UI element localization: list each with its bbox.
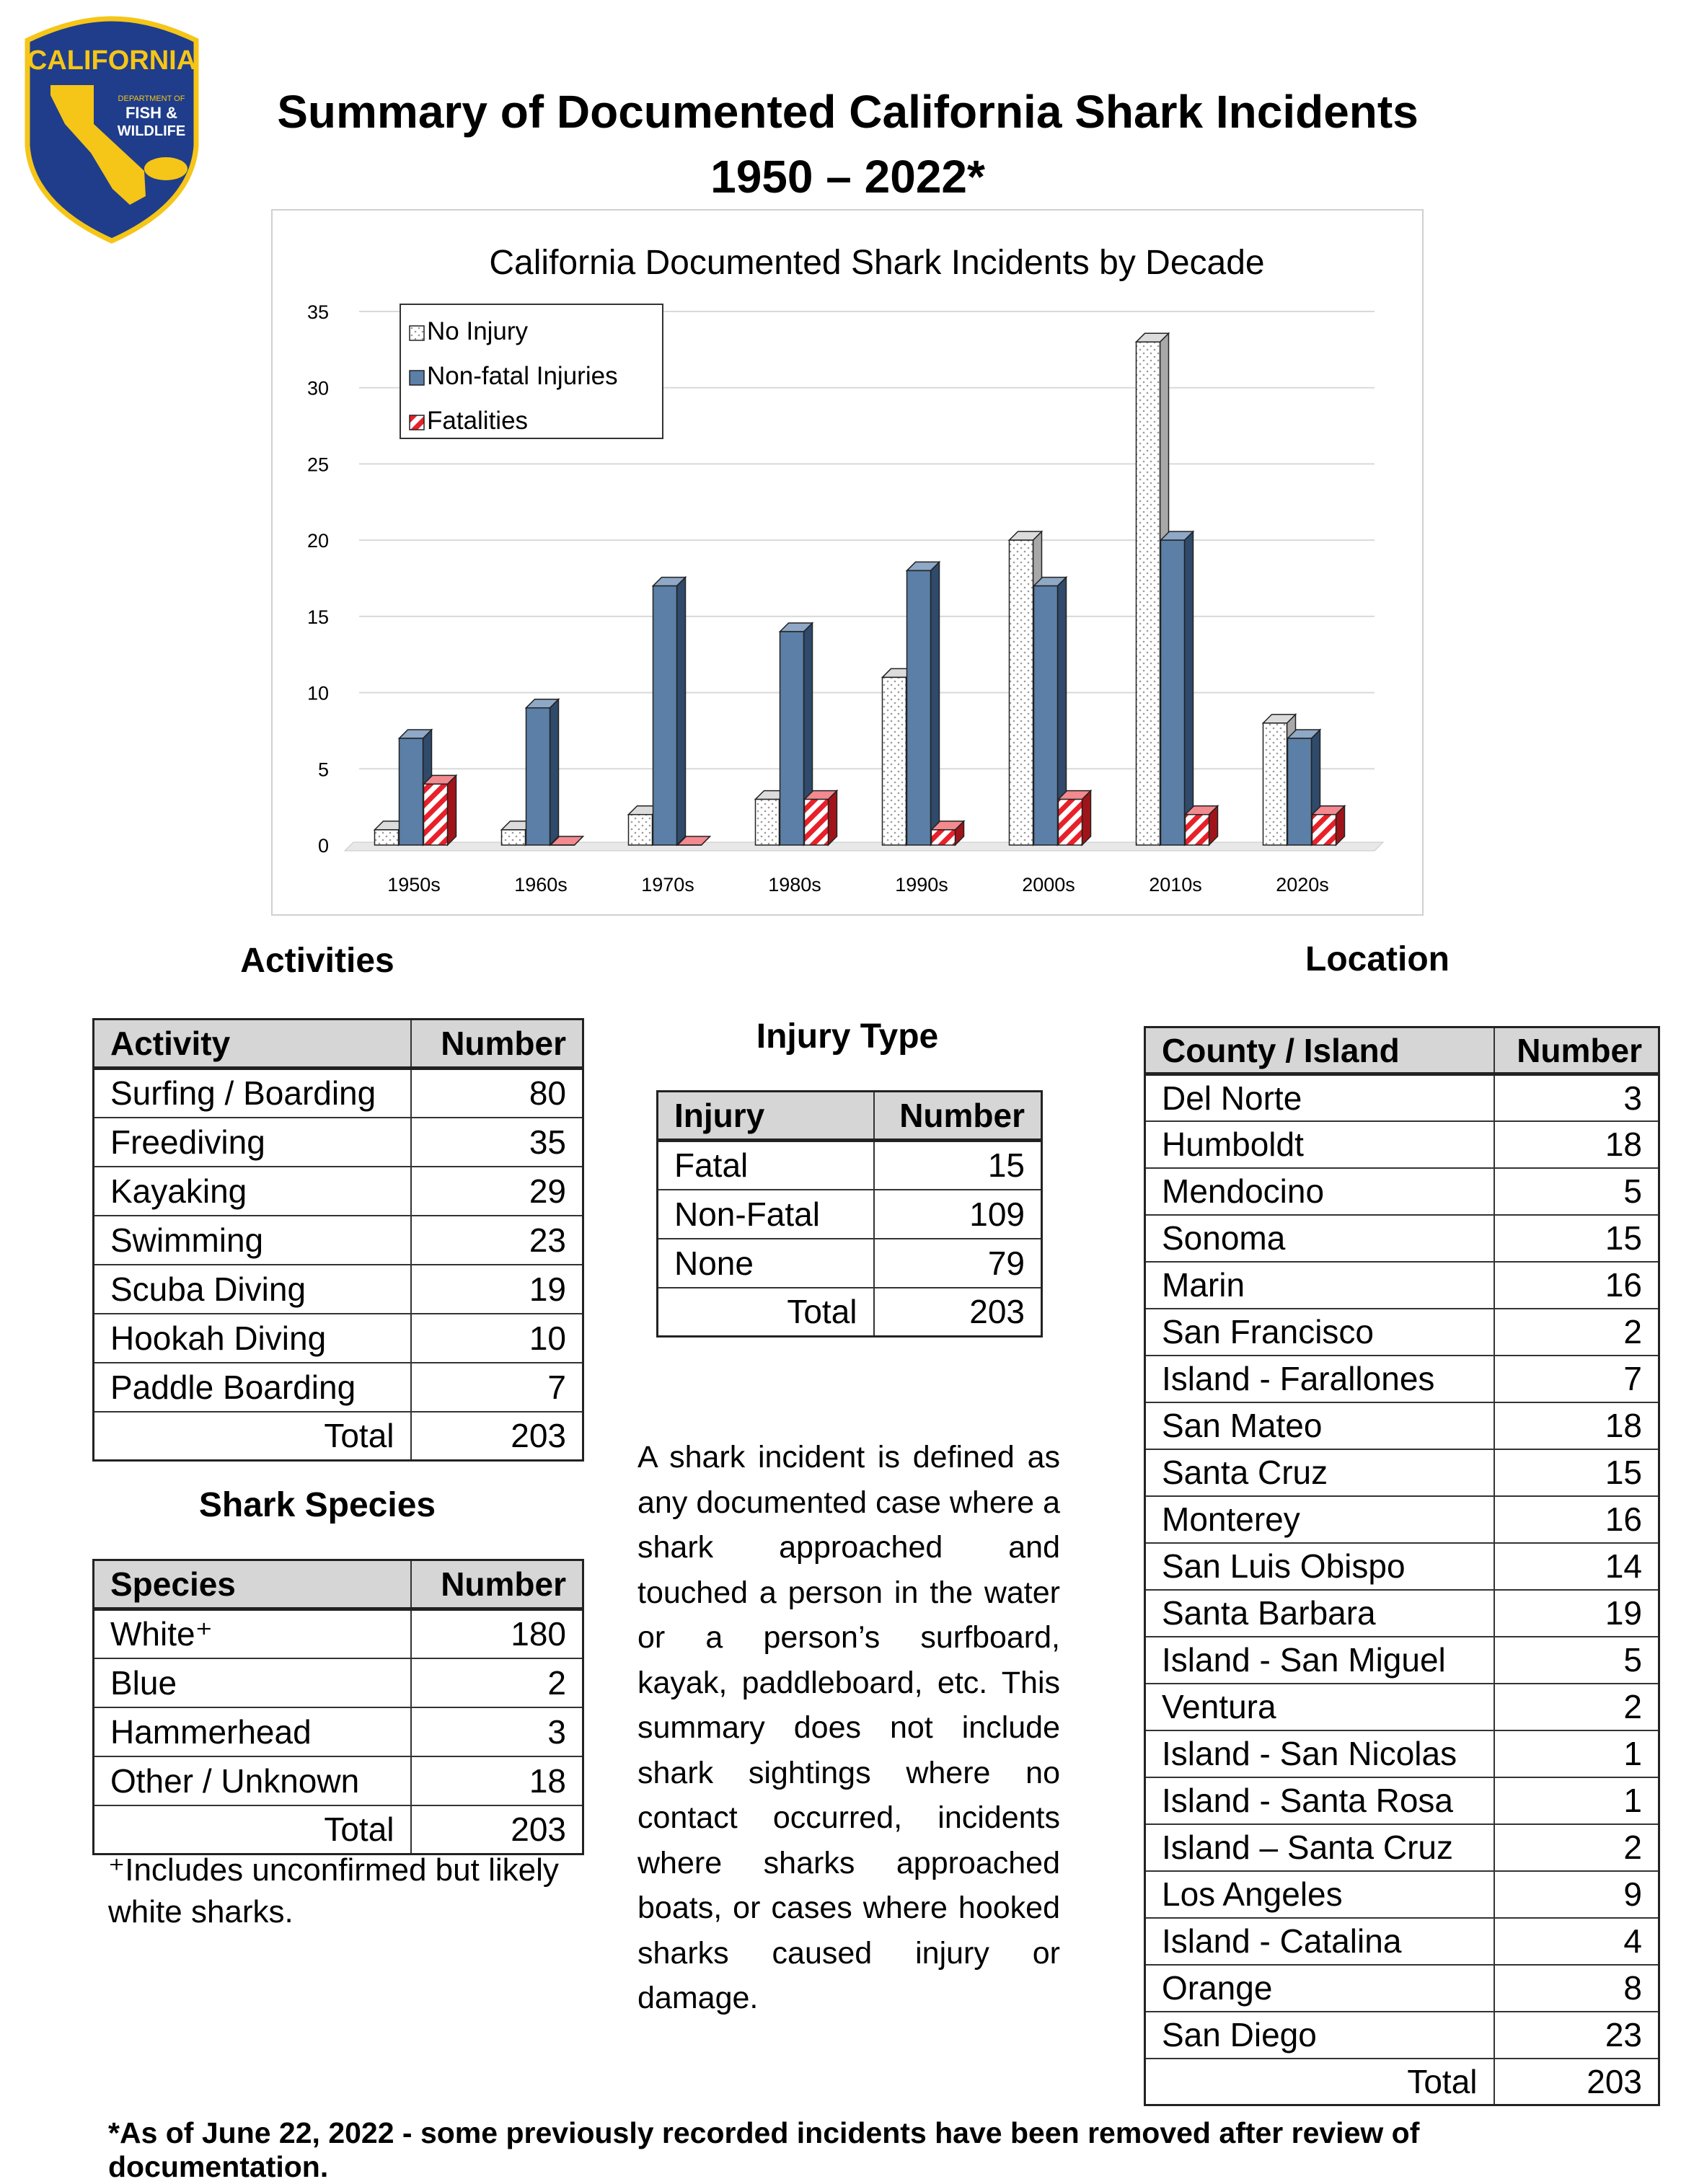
column-header: Number	[874, 1092, 1042, 1141]
row-value: 19	[411, 1265, 583, 1314]
row-value: 1	[1494, 1777, 1659, 1824]
row-label: Santa Barbara	[1145, 1590, 1494, 1637]
location-table	[1144, 1026, 1660, 2106]
legend-label: Non-fatal Injuries	[427, 362, 618, 390]
x-tick-label: 2020s	[1276, 874, 1329, 896]
row-value: 2	[411, 1658, 583, 1707]
total-label: Total	[94, 1805, 411, 1854]
row-label: San Luis Obispo	[1145, 1543, 1494, 1590]
row-value: 1	[1494, 1730, 1659, 1777]
table-row	[94, 1314, 583, 1363]
bar-fatalities-1980s	[805, 791, 837, 845]
species-table	[92, 1559, 584, 1855]
column-header: Number	[411, 1020, 583, 1069]
y-tick-label: 20	[307, 530, 329, 552]
row-value: 2	[1494, 1309, 1659, 1356]
incidents-by-decade-chart	[271, 209, 1424, 916]
table-total-row	[1145, 2059, 1659, 2105]
row-value: 15	[1494, 1449, 1659, 1496]
table-total-row	[94, 1805, 583, 1854]
svg-text:WILDLIFE: WILDLIFE	[118, 123, 185, 139]
y-tick-label: 30	[307, 378, 329, 399]
table-header-row	[658, 1092, 1042, 1141]
row-value: 7	[411, 1363, 583, 1412]
footnote: *As of June 22, 2022 - some previously recorded incidents have been removed after review of documentation.	[108, 2116, 1623, 2184]
table-row	[658, 1190, 1042, 1239]
activities-table	[92, 1018, 584, 1462]
svg-text:FISH &: FISH &	[125, 104, 177, 122]
species-heading: Shark Species	[94, 1485, 541, 1525]
title-line-2: 1950 – 2022*	[0, 144, 1681, 209]
total-value: 203	[1494, 2059, 1659, 2105]
row-value: 14	[1494, 1543, 1659, 1590]
table-row	[1145, 1168, 1659, 1215]
row-label: San Francisco	[1145, 1309, 1494, 1356]
row-value: 23	[411, 1216, 583, 1265]
x-tick-label: 1980s	[768, 874, 821, 896]
row-label: Mendocino	[1145, 1168, 1494, 1215]
table-header-row	[1145, 1027, 1659, 1074]
table-header-row	[94, 1020, 583, 1069]
bar-fatalities-1990s	[932, 821, 964, 845]
bar-non-fatal-injuries-1990s	[907, 562, 940, 845]
x-tick-label: 1970s	[641, 874, 694, 896]
row-value: 23	[1494, 2012, 1659, 2059]
table-row	[1145, 1543, 1659, 1590]
svg-text:DEPARTMENT OF: DEPARTMENT OF	[118, 94, 185, 103]
table-row	[1145, 1684, 1659, 1730]
row-label: Blue	[94, 1658, 411, 1707]
bar-fatalities-2010s	[1186, 806, 1218, 845]
row-label: Marin	[1145, 1262, 1494, 1309]
row-value: 5	[1494, 1168, 1659, 1215]
row-label: Paddle Boarding	[94, 1363, 411, 1412]
row-label: Hammerhead	[94, 1707, 411, 1756]
table-row	[1145, 1121, 1659, 1168]
injury-type-table	[656, 1090, 1043, 1338]
table-row	[94, 1756, 583, 1805]
table-row	[1145, 1965, 1659, 2012]
total-value: 203	[411, 1805, 583, 1854]
table-row	[94, 1216, 583, 1265]
y-tick-label: 15	[307, 606, 329, 628]
table-row	[94, 1658, 583, 1707]
row-value: 80	[411, 1069, 583, 1118]
y-tick-label: 25	[307, 454, 329, 475]
row-value: 3	[1494, 1074, 1659, 1121]
bar-fatalities-2020s	[1312, 806, 1345, 845]
bar-non-fatal-injuries-2010s	[1161, 531, 1194, 845]
injury-type-heading: Injury Type	[653, 1017, 1042, 1056]
x-tick-label: 1990s	[895, 874, 948, 896]
table-row	[1145, 1824, 1659, 1871]
incident-definition-text: A shark incident is defined as any documented case where a shark approached and touched a person in the water or a person’s surfboard, kayak, paddleboard, etc. This summary does not include shark sightings where no contact occurred, incidents where sharks approached boats, or cases where hooked sharks caused injury or damage.	[637, 1435, 1060, 2021]
table-row	[94, 1363, 583, 1412]
row-value: 79	[874, 1239, 1042, 1288]
row-label: Los Angeles	[1145, 1871, 1494, 1918]
total-label: Total	[94, 1412, 411, 1461]
page-title	[0, 79, 1681, 209]
row-value: 15	[1494, 1215, 1659, 1262]
row-label: Del Norte	[1145, 1074, 1494, 1121]
y-tick-label: 5	[318, 759, 329, 780]
total-value: 203	[411, 1412, 583, 1461]
y-tick-label: 0	[318, 835, 329, 857]
row-label: Non-Fatal	[658, 1190, 874, 1239]
column-header: Number	[1494, 1027, 1659, 1074]
row-value: 4	[1494, 1918, 1659, 1965]
legend-swatch-non-fatal-injuries	[410, 371, 424, 385]
table-row	[1145, 1356, 1659, 1402]
row-label: None	[658, 1239, 874, 1288]
row-value: 8	[1494, 1965, 1659, 2012]
chart-svg	[273, 211, 1425, 917]
table-row	[1145, 1637, 1659, 1684]
row-label: Freediving	[94, 1118, 411, 1167]
table-row	[94, 1265, 583, 1314]
activities-heading: Activities	[94, 941, 541, 981]
row-label: Fatal	[658, 1141, 874, 1190]
row-value: 18	[1494, 1402, 1659, 1449]
table-total-row	[94, 1412, 583, 1461]
row-value: 16	[1494, 1496, 1659, 1543]
table-row	[94, 1707, 583, 1756]
row-label: Island – Santa Cruz	[1145, 1824, 1494, 1871]
row-value: 2	[1494, 1684, 1659, 1730]
bar-fatalities-1950s	[424, 775, 456, 845]
chart-legend	[400, 304, 663, 438]
row-value: 19	[1494, 1590, 1659, 1637]
table-row	[1145, 1777, 1659, 1824]
legend-label: No Injury	[427, 317, 529, 345]
row-value: 180	[411, 1609, 583, 1658]
species-note: ⁺Includes unconfirmed but likely white sharks.	[108, 1849, 570, 1933]
row-value: 9	[1494, 1871, 1659, 1918]
y-tick-label: 10	[307, 683, 329, 704]
row-label: Hookah Diving	[94, 1314, 411, 1363]
table-row	[1145, 1309, 1659, 1356]
row-value: 18	[1494, 1121, 1659, 1168]
row-value: 10	[411, 1314, 583, 1363]
row-label: Kayaking	[94, 1167, 411, 1216]
row-label: Santa Cruz	[1145, 1449, 1494, 1496]
row-value: 29	[411, 1167, 583, 1216]
row-value: 2	[1494, 1824, 1659, 1871]
row-label: San Diego	[1145, 2012, 1494, 2059]
table-row	[1145, 1918, 1659, 1965]
legend-label: Fatalities	[427, 407, 528, 435]
row-value: 7	[1494, 1356, 1659, 1402]
row-label: Scuba Diving	[94, 1265, 411, 1314]
table-row	[1145, 1590, 1659, 1637]
table-row	[1145, 1402, 1659, 1449]
bar-fatalities-2000s	[1059, 791, 1091, 845]
row-label: Monterey	[1145, 1496, 1494, 1543]
row-label: Sonoma	[1145, 1215, 1494, 1262]
column-header: Species	[94, 1560, 411, 1609]
row-value: 109	[874, 1190, 1042, 1239]
table-row	[1145, 1871, 1659, 1918]
row-label: Island - San Miguel	[1145, 1637, 1494, 1684]
legend-swatch-fatalities	[410, 415, 424, 430]
row-label: Humboldt	[1145, 1121, 1494, 1168]
table-header-row	[94, 1560, 583, 1609]
x-tick-label: 2000s	[1022, 874, 1075, 896]
table-row	[1145, 1730, 1659, 1777]
column-header: Injury	[658, 1092, 874, 1141]
row-label: Ventura	[1145, 1684, 1494, 1730]
table-row	[658, 1239, 1042, 1288]
row-value: 18	[411, 1756, 583, 1805]
table-row	[1145, 1496, 1659, 1543]
table-row	[1145, 1215, 1659, 1262]
column-header: Activity	[94, 1020, 411, 1069]
chart-floor	[345, 842, 1383, 851]
table-row	[1145, 1449, 1659, 1496]
row-value: 5	[1494, 1637, 1659, 1684]
x-tick-label: 1950s	[387, 874, 441, 896]
row-value: 35	[411, 1118, 583, 1167]
y-tick-label: 35	[307, 301, 329, 323]
x-tick-label: 1960s	[514, 874, 568, 896]
row-label: Surfing / Boarding	[94, 1069, 411, 1118]
column-header: Number	[411, 1560, 583, 1609]
total-label: Total	[658, 1288, 874, 1337]
table-row	[1145, 1074, 1659, 1121]
bar-non-fatal-injuries-1960s	[526, 699, 559, 845]
location-heading: Location	[1143, 940, 1612, 979]
table-total-row	[658, 1288, 1042, 1337]
table-row	[658, 1141, 1042, 1190]
table-row	[94, 1069, 583, 1118]
chart-title: California Documented Shark Incidents by Decade	[489, 244, 1264, 282]
x-tick-label: 2010s	[1149, 874, 1202, 896]
table-row	[94, 1609, 583, 1658]
total-label: Total	[1145, 2059, 1494, 2105]
row-label: Orange	[1145, 1965, 1494, 2012]
table-row	[94, 1118, 583, 1167]
row-value: 15	[874, 1141, 1042, 1190]
table-row	[94, 1167, 583, 1216]
row-label: Swimming	[94, 1216, 411, 1265]
row-value: 3	[411, 1707, 583, 1756]
column-header: County / Island	[1145, 1027, 1494, 1074]
row-label: San Mateo	[1145, 1402, 1494, 1449]
bar-non-fatal-injuries-1970s	[653, 578, 686, 845]
row-label: White⁺	[94, 1609, 411, 1658]
legend-swatch-no-injury	[410, 326, 424, 340]
row-label: Other / Unknown	[94, 1756, 411, 1805]
total-value: 203	[874, 1288, 1042, 1337]
row-label: Island - San Nicolas	[1145, 1730, 1494, 1777]
table-row	[1145, 2012, 1659, 2059]
svg-text:CALIFORNIA: CALIFORNIA	[27, 45, 196, 76]
row-label: Island - Santa Rosa	[1145, 1777, 1494, 1824]
row-label: Island - Farallones	[1145, 1356, 1494, 1402]
row-value: 16	[1494, 1262, 1659, 1309]
title-line-1: Summary of Documented California Shark Incidents	[0, 79, 1681, 144]
row-label: Island - Catalina	[1145, 1918, 1494, 1965]
table-row	[1145, 1262, 1659, 1309]
